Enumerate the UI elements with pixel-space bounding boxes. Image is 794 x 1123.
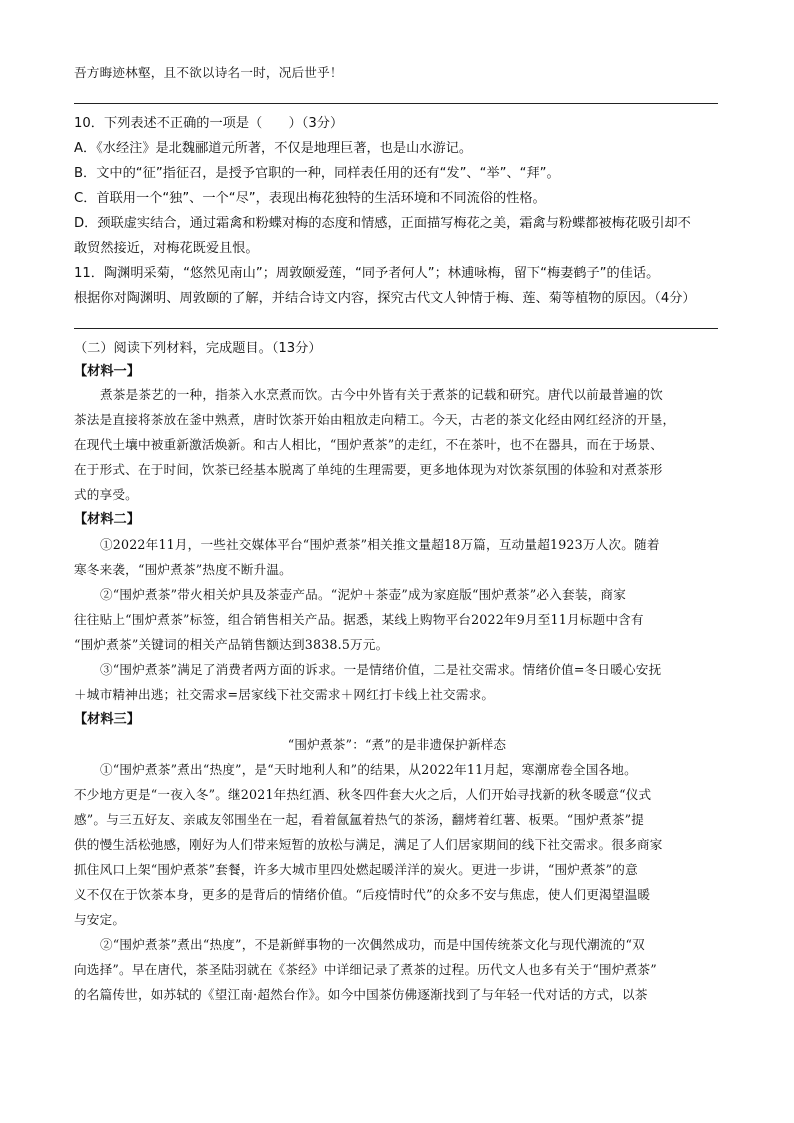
section-2-title: （二）阅读下列材料，完成题目。（13分）	[74, 341, 322, 356]
question-11-line-2: 根据你对陶渊明、周敦颐的了解，并结合诗文内容，探究古代文人钟情于梅、莲、菊等植物的原因。（4分）	[74, 291, 696, 306]
material-2-line-2: 寒冬来袭，“围炉煮茶”热度不断升温。	[74, 562, 292, 577]
material-2-line-7: ＋城市精神出逃；社交需求=居家线下社交需求＋网红打卡线上社交需求。	[74, 687, 495, 702]
material-1-line-4: 在于形式、在于时间，饮茶已经基本脱离了单纯的生理需要，更多地体现为对饮茶氛围的体验和对煮茶形	[74, 462, 663, 477]
answer-line-2	[74, 328, 718, 329]
material-3-line-7: 与安定。	[74, 912, 126, 927]
material-2-line-1: ①2022年11月，一些社交媒体平台“围炉煮茶”相关推文量超18万篇，互动量超1923万人次。随着	[100, 537, 660, 552]
material-2-line-4: 往往贴上“围炉煮茶”标签，组合销售相关产品。据悉，某线上购物平台2022年9月至11月标题中含有	[74, 612, 644, 627]
material-1-label: 【材料一】	[74, 364, 140, 379]
material-3-line-1: ①“围炉煮茶”煮出“热度”，是“天时地利人和”的结果，从2022年11月起，寒潮席卷全国各地。	[100, 762, 637, 777]
material-2-label: 【材料二】	[74, 512, 140, 527]
material-3-line-2: 不少地方更是“一夜入冬”。继2021年热红酒、秋冬四件套大火之后，人们开始寻找新的秋冬暖意“仪式	[74, 787, 652, 802]
material-3-line-9: 向选择”。早在唐代，茶圣陆羽就在《茶经》中详细记录了煮茶的过程。历代文人也多有关于“围炉煮茶”	[74, 962, 657, 977]
answer-line-1	[74, 103, 718, 104]
material-1-line-2: 茶法是直接将茶放在釜中熟煮，唐时饮茶开始由粗放走向精工。今天，古老的茶文化经由网红经济的开垦，	[74, 412, 676, 427]
material-2-line-5: “围炉煮茶”关键词的相关产品销售额达到3838.5万元。	[74, 637, 389, 652]
material-1-line-1: 煮茶是茶艺的一种，指茶入水烹煮而饮。古今中外皆有关于煮茶的记载和研究。唐代以前最普遍的饮	[100, 387, 663, 402]
material-3-line-6: 义不仅在于饮茶本身，更多的是背后的情绪价值。“后疫情时代”的众多不安与焦虑，使人们更渴望温暖	[74, 887, 651, 902]
poem-tail-line: 吾方晦迹林壑，且不欲以诗名一时，况后世乎！	[74, 65, 343, 80]
question-10-option-d-line-1: D．颈联虚实结合，通过霜禽和粉蝶对梅的态度和情感，正面描写梅花之美，霜禽与粉蝶都被梅花吸引却不	[74, 216, 691, 231]
question-10-option-c: C．首联用一个“独”、一个“尽”，表现出梅花独特的生活环境和不同流俗的性格。	[74, 191, 546, 206]
question-11-line-1: 11．陶渊明采菊，“悠然见南山”；周敦颐爱莲，“同予者何人”；林逋咏梅，留下“梅妻鹤子”的佳话。	[74, 266, 660, 281]
material-3-line-10: 的名篇传世，如苏轼的《望江南·超然台作》。如今中国茶仿佛逐渐找到了与年轻一代对话的方式，以茶	[74, 987, 648, 1002]
question-10-option-b: B．文中的“征”指征召，是授予官职的一种，同样表任用的还有“发”、“举”、“拜”。	[74, 166, 560, 181]
material-2-line-3: ②“围炉煮茶”带火相关炉具及茶壶产品。“泥炉＋茶壶”成为家庭版“围炉煮茶”必入套装，商家	[100, 587, 626, 602]
material-3-label: 【材料三】	[74, 712, 140, 727]
material-1-line-3: 在现代土壤中被重新激活焕新。和古人相比，“围炉煮茶”的走红，不在茶叶，也不在器具，而在于场景、	[74, 437, 663, 452]
material-1-line-5: 式的享受。	[74, 487, 138, 502]
material-3-title: “围炉煮茶”：“煮”的是非遗保护新样态	[287, 737, 507, 752]
question-10-option-a: A．《水经注》是北魏郦道元所著，不仅是地理巨著，也是山水游记。	[74, 141, 473, 156]
material-3-line-4: 供的慢生活松弛感，刚好为人们带来短暂的放松与满足，满足了人们居家期间的线下社交需求。很多商家	[74, 837, 663, 852]
question-10-option-d-line-2: 敢贸然接近，对梅花既爱且恨。	[74, 241, 259, 256]
material-3-line-5: 抓住风口上架“围炉煮茶”套餐，许多大城市里四处燃起暖洋洋的炭火。更进一步讲，“围炉煮茶”的意	[74, 862, 638, 877]
question-10-stem: 10．下列表述不正确的一项是（ ）（3分）	[74, 116, 344, 131]
material-2-line-6: ③“围炉煮茶”满足了消费者两方面的诉求。一是情绪价值，二是社交需求。情绪价值=冬日暖心安抚	[100, 662, 662, 677]
material-3-line-3: 感”。与三五好友、亲戚友邻围坐在一起，看着氤氲着热气的茶汤，翻烤着红薯、板栗。“围炉煮茶”提	[74, 812, 645, 827]
material-3-line-8: ②“围炉煮茶”煮出“热度”，不是新鲜事物的一次偶然成功，而是中国传统茶文化与现代潮流的“双	[100, 937, 645, 952]
